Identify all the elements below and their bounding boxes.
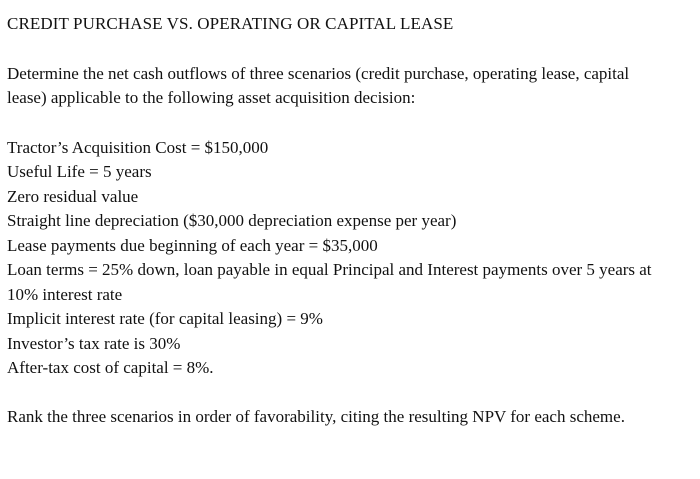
- fact-depreciation: Straight line depreciation ($30,000 depreciation expense per year): [7, 211, 457, 230]
- fact-implicit-rate: Implicit interest rate (for capital leasing) = 9%: [7, 309, 323, 328]
- spacer: [7, 381, 693, 405]
- document-title: CREDIT PURCHASE VS. OPERATING OR CAPITAL LEASE: [7, 14, 454, 33]
- spacer: [7, 37, 693, 62]
- spacer: [7, 111, 693, 136]
- fact-lease-payments: Lease payments due beginning of each year = $35,000: [7, 235, 378, 255]
- fact-residual-value: Zero residual value: [7, 186, 139, 206]
- fact-tax-rate: Investor’s tax rate is 30%: [7, 333, 181, 353]
- intro-paragraph: Determine the net cash outflows of three scenarios (credit purchase, operating lease, capital lease) applicable to the following asset acquisition decision:: [7, 63, 630, 107]
- closing-paragraph: Rank the three scenarios in order of favorability, citing the resulting NPV for each scheme.: [7, 406, 625, 426]
- given-facts-list: [7, 136, 693, 381]
- fact-loan-terms: Loan terms = 25% down, loan payable in equal Principal and Interest payments over 5 years at 10% interest rate: [7, 260, 652, 304]
- problem-document: [7, 12, 693, 429]
- fact-useful-life: Useful Life = 5 years: [7, 162, 152, 181]
- fact-acquisition-cost: Tractor’s Acquisition Cost = $150,000: [7, 137, 269, 157]
- fact-cost-of-capital: After-tax cost of capital = 8%.: [7, 358, 214, 377]
